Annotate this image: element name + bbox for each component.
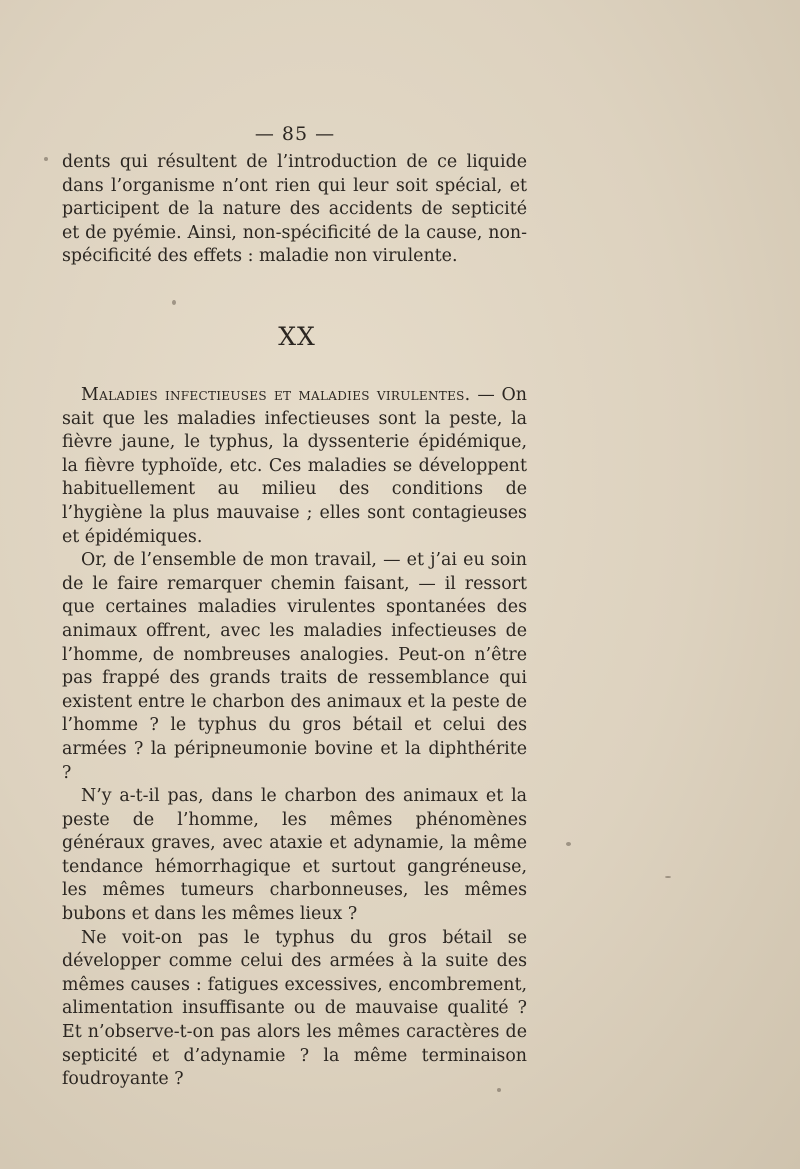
paragraph-4: Ne voit-on pas le typhus du gros bétail se développer comme celui des armées à la suite des mêmes causes : fatigues excessives, encombrement, alimentation insuffisante ou de mauvaise qualité ? Et n’observe-t-on pas alors les mêmes caractères de septicité et d’adynamie ? la même terminaison foudroyante ? [62,927,527,1090]
paragraph-3: N’y a-t-il pas, dans le charbon des animaux et la peste de l’homme, les mêmes phénomènes généraux graves, avec ataxie et adynamie, la même tendance hémorrhagique et surtout gangréneuse, les mêmes tumeurs charbonneuses, les mêmes bubons et dans les mêmes lieux ? [62,786,527,925]
paper-speck [172,300,176,305]
opening-paragraph-block [62,151,527,269]
opening-paragraph: dents qui résultent de l’introduction de ce liquide dans l’organisme n’ont rien qui leur soit spécial, et participent de la nature des accidents de septicité et de pyémie. Ainsi, non-spécificité de la cause, non-spécificité des effets : maladie non virulente. [62,152,527,267]
section-heading: XX [278,322,316,351]
paragraph-1-lead: Maladies infectieuses et maladies virulentes. [81,385,471,405]
paper-speck [665,876,671,878]
paragraph-1 [62,384,527,549]
paragraph-1-dash: — [470,385,502,405]
paper-speck [44,157,48,161]
paragraph-1-rest: On sait que les maladies infectieuses sont la peste, la fièvre jaune, le typhus, la dyssenterie épidémique, la fièvre typhoïde, etc. Ces maladies se développent habituellement au milieu des conditions de l’hygiène la plus mauvaise ; elles sont contagieuses et épidémiques. [62,385,527,547]
paper-speck [566,842,571,846]
paragraph-2: Or, de l’ensemble de mon travail, — et j’ai eu soin de le faire remarquer chemin faisant, — il ressort que certaines maladies virulentes spontanées des animaux offrent, avec les maladies infectieuses de l’homme, de nombreuses analogies. Peut-on n’être pas frappé des grands traits de ressemblance qui existent entre le charbon des animaux et la peste de l’homme ? le typhus du gros bétail et celui des armées ? la péripneumonie bovine et la diphthérite ? [62,550,527,783]
page-number: — 85 — [254,123,336,145]
section-body [62,384,527,1092]
paper-speck [497,1088,501,1092]
